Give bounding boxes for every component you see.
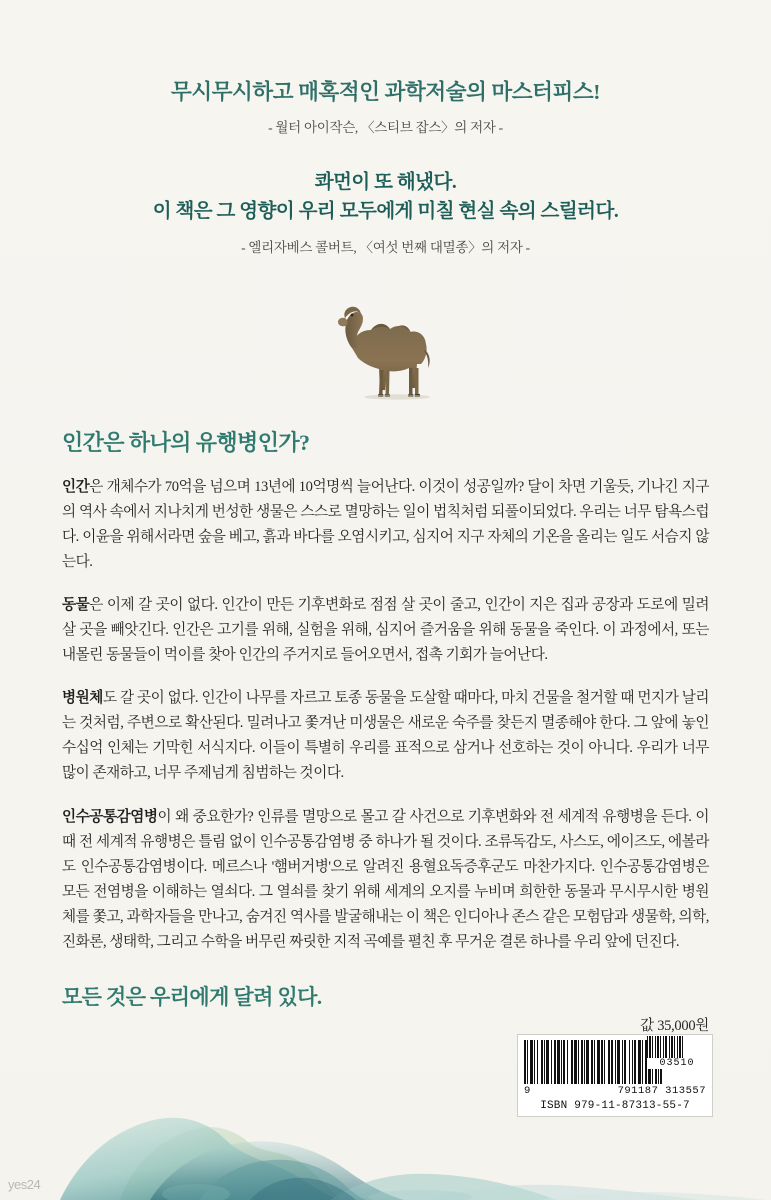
paragraph-body: 은 이제 갈 곳이 없다. 인간이 만든 기후변화로 점점 살 곳이 줄고, 인간이 지은 집과 공장과 도로에 밀려 살 곳을 빼앗긴다. 인간은 고기를 위해, 실험을 위해, 심지어 즐거움을 위해 동물을 죽인다. 이 과정에서, 또는 내몰린 동물들이 먹이를 찾아 인간의 주거지로 들어오면서, 접촉 기회가 늘어난다. xyxy=(62,596,709,664)
section-title-emphasis: 유행병 xyxy=(195,429,258,455)
barcode-digits: 791187 313557 xyxy=(617,1085,706,1097)
blurb-1-attribution: - 월터 아이작슨, 〈스티브 잡스〉의 저자 - xyxy=(268,120,503,136)
camel-illustration-wrap xyxy=(0,290,771,400)
section-title xyxy=(62,426,709,457)
blurb-section xyxy=(0,0,771,256)
paragraph-lead: 인수공통감염병 xyxy=(62,808,158,825)
barcode-addon xyxy=(647,1036,707,1069)
isbn-text: ISBN 979-11-87313-55-7 xyxy=(540,1100,690,1112)
blurb-2 xyxy=(60,168,711,256)
watermark-label: yes24 xyxy=(8,1177,41,1192)
price-label: 값 35,000원 xyxy=(640,1018,709,1034)
blurb-2-line-1: 콰먼이 또 해냈다. xyxy=(314,172,457,194)
paragraph-body: 도 갈 곳이 없다. 인간이 나무를 자르고 토종 동물을 도살할 때마다, 마치 건물을 철거할 때 먼지가 날리는 것처럼, 주변으로 확산된다. 밀려나고 쫓겨난 미생물은 새로운 숙주를 찾든지 멸종해야 한다. 그 앞에 놓인 수십억 인체는 기막힌 서식지다. 이들이 특별히 우리를 표적으로 삼거나 선호하는 것이 아니다. 우리가 너무 많이 존재하고, 너무 주제넘게 침범하는 것이다. xyxy=(62,690,709,782)
barcode-addon-digits: 03510 xyxy=(659,1058,695,1069)
blurb-2-line-2: 이 책은 그 영향이 우리 모두에게 미칠 현실 속의 스릴러다. xyxy=(152,201,619,223)
main-content xyxy=(0,400,771,1012)
bactrian-camel-icon xyxy=(311,296,461,400)
watercolor-illustration xyxy=(0,1050,771,1200)
blurb-2-attribution: - 엘리자베스 콜버트, 〈여섯 번째 대멸종〉의 저자 - xyxy=(241,239,530,255)
section-title-part3: 인가? xyxy=(257,429,310,455)
paragraph-lead: 인간 xyxy=(62,478,90,495)
paragraph xyxy=(62,686,709,786)
barcode-addon-bars xyxy=(647,1036,707,1058)
barcode-left-digit: 9 xyxy=(524,1085,531,1097)
closing-statement: 모든 것은 우리에게 달려 있다. xyxy=(62,985,322,1010)
blurb-1-text: 무시무시하고 매혹적인 과학저술의 마스터피스! xyxy=(170,80,601,104)
paragraph-lead: 병원체 xyxy=(62,690,103,707)
watercolor-wave-graphic xyxy=(0,1050,771,1200)
paragraph xyxy=(62,805,709,956)
paragraph xyxy=(62,593,709,668)
paragraph-lead: 동물 xyxy=(62,596,90,613)
paragraph-body: 은 개체수가 70억을 넘으며 13년에 10억명씩 늘어난다. 이것이 성공일까? 달이 차면 기울듯, 기나긴 지구의 역사 속에서 지나치게 번성한 생물은 스스로 멸망하는 일이 법칙처럼 되풀이되었다. 우리는 너무 탐욕스럽다. 이윤을 위해서라면 숲을 베고, 흙과 바다를 오염시키고, 심지어 지구 자체의 기온을 올리는 일도 서슴지 않는다. xyxy=(62,478,709,570)
paragraph-body: 이 왜 중요한가? 인류를 멸망으로 몰고 갈 사건으로 기후변화와 전 세계적 유행병을 든다. 이때 전 세계적 유행병은 틀림 없이 인수공통감염병 중 하나가 될 것이다. 조류독감도, 사스도, 에이즈도, 에볼라도 인수공통감염병이다. 메르스나 '햄버거병'으로 알려진 용혈요독증후군도 마찬가지다. 인수공통감염병은 모든 전염병을 이해하는 열쇠다. 그 열쇠를 찾기 위해 세계의 오지를 누비며 희한한 동물과 무시무시한 병원체를 쫓고, 과학자들을 만나고, 숨겨진 역사를 발굴해내는 이 책은 인디아나 존스 같은 모험담과 생물학, 의학, 진화론, 생태학, 그리고 수학을 버무린 짜릿한 지적 곡예를 펼친 후 무거운 결론 하나를 우리 앞에 던진다. xyxy=(62,808,709,951)
section-title-part1: 인간은 하나의 xyxy=(62,429,196,455)
paragraph xyxy=(62,475,709,575)
